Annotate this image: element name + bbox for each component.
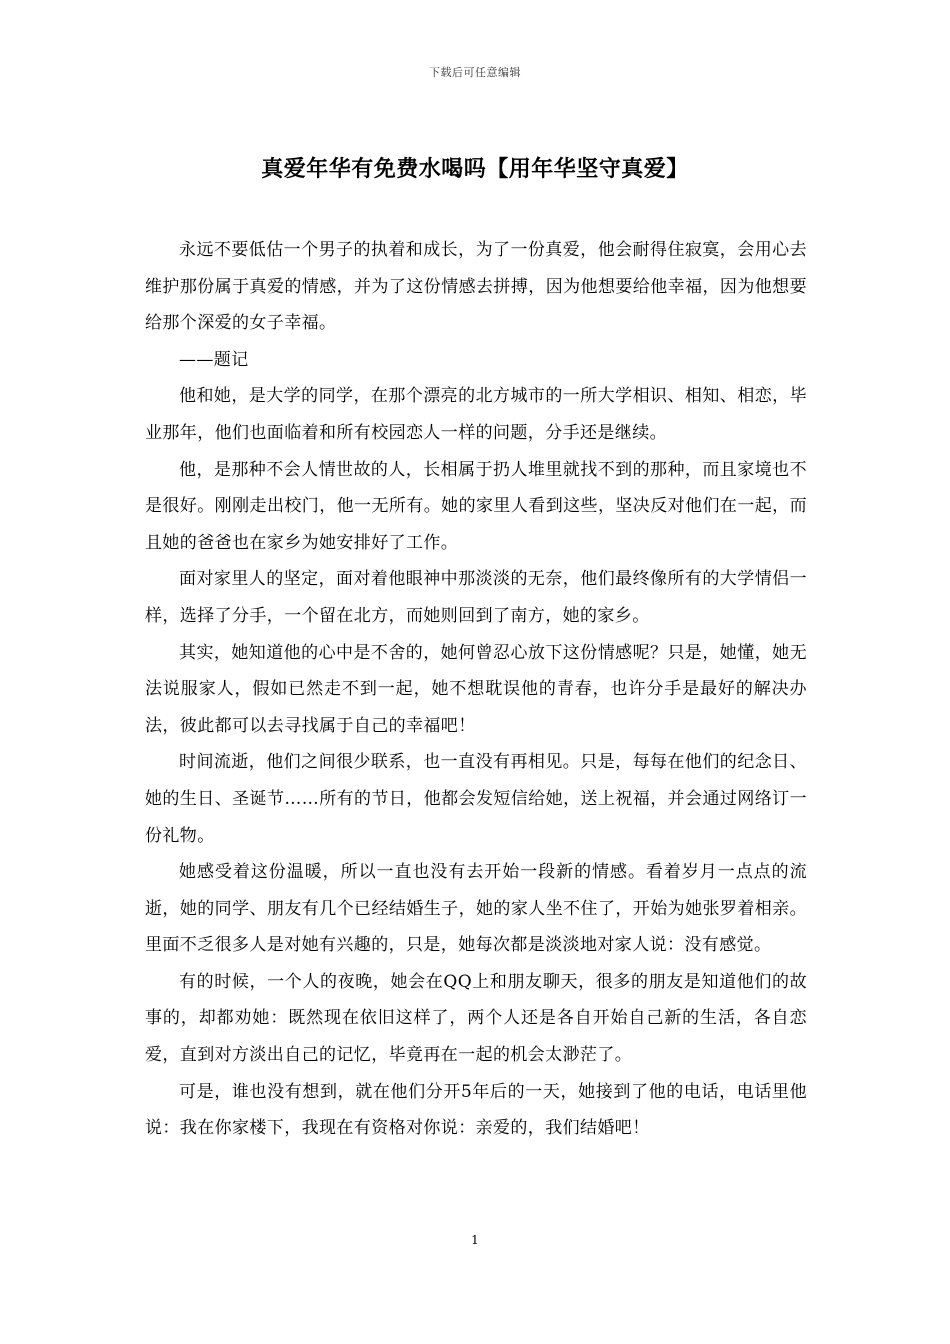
paragraph: 有的时候，一个人的夜晚，她会在QQ上和朋友聊天，很多的朋友是知道他们的故事的，却都劝她：既然现在依旧这样了，两个人还是各自开始自己新的生活，各自恋爱，直到对方淡出自己的记忆，毕竟再在一起的机会太渺茫了。	[145, 971, 807, 1066]
epigraph-attribution: ——题记	[179, 349, 249, 370]
paragraph: 面对家里人的坚定，面对着他眼神中那淡淡的无奈，他们最终像所有的大学情侣一样，选择了分手，一个留在北方，而她则回到了南方，她的家乡。	[145, 569, 807, 626]
paragraph: 她感受着这份温暖，所以一直也没有去开始一段新的情感。看着岁月一点点的流逝，她的同学、朋友有几个已经结婚生子，她的家人坐不住了，开始为她张罗着相亲。里面不乏很多人是对她有兴趣的，只是，她每次都是淡淡地对家人说：没有感觉。	[145, 862, 807, 956]
paragraph: 他，是那种不会人情世故的人，长相属于扔人堆里就找不到的那种，而且家境也不是很好。刚刚走出校门，他一无所有。她的家里人看到这些，坚决反对他们在一起，而且她的爸爸也在家乡为她安排好了工作。	[145, 459, 807, 553]
paragraph: 他和她，是大学的同学，在那个漂亮的北方城市的一所大学相识、相知、相恋，毕业那年，他们也面临着和所有校园恋人一样的问题，分手还是继续。	[145, 386, 807, 443]
paragraph: 可是，谁也没有想到，就在他们分开5年后的一天，她接到了他的电话，电话里他说：我在你家楼下，我现在有资格对你说：亲爱的，我们结婚吧！	[145, 1081, 807, 1139]
paragraph: 时间流逝，他们之间很少联系，也一直没有再相见。只是，每每在他们的纪念日、她的生日、圣诞节……所有的节日，他都会发短信给她，送上祝福，并会通过网络订一份礼物。	[145, 752, 807, 846]
document-body	[145, 232, 807, 1147]
document-title: 真爱年华有免费水喝吗【用年华坚守真爱】	[261, 156, 689, 182]
page-number: 1	[471, 1233, 479, 1247]
paragraph: 其实，她知道他的心中是不舍的，她何曾忍心放下这份情感呢？只是，她懂，她无法说服家人，假如已然走不到一起，她不想耽误他的青春，也许分手是最好的解决办法，彼此都可以去寻找属于自己的幸福吧！	[145, 642, 807, 736]
header-note: 下载后可任意编辑	[429, 66, 521, 79]
paragraph: 永远不要低估一个男子的执着和成长，为了一份真爱，他会耐得住寂寞，会用心去维护那份属于真爱的情感，并为了这份情感去拼搏，因为他想要给他幸福，因为他想要给那个深爱的女子幸福。	[145, 240, 807, 334]
